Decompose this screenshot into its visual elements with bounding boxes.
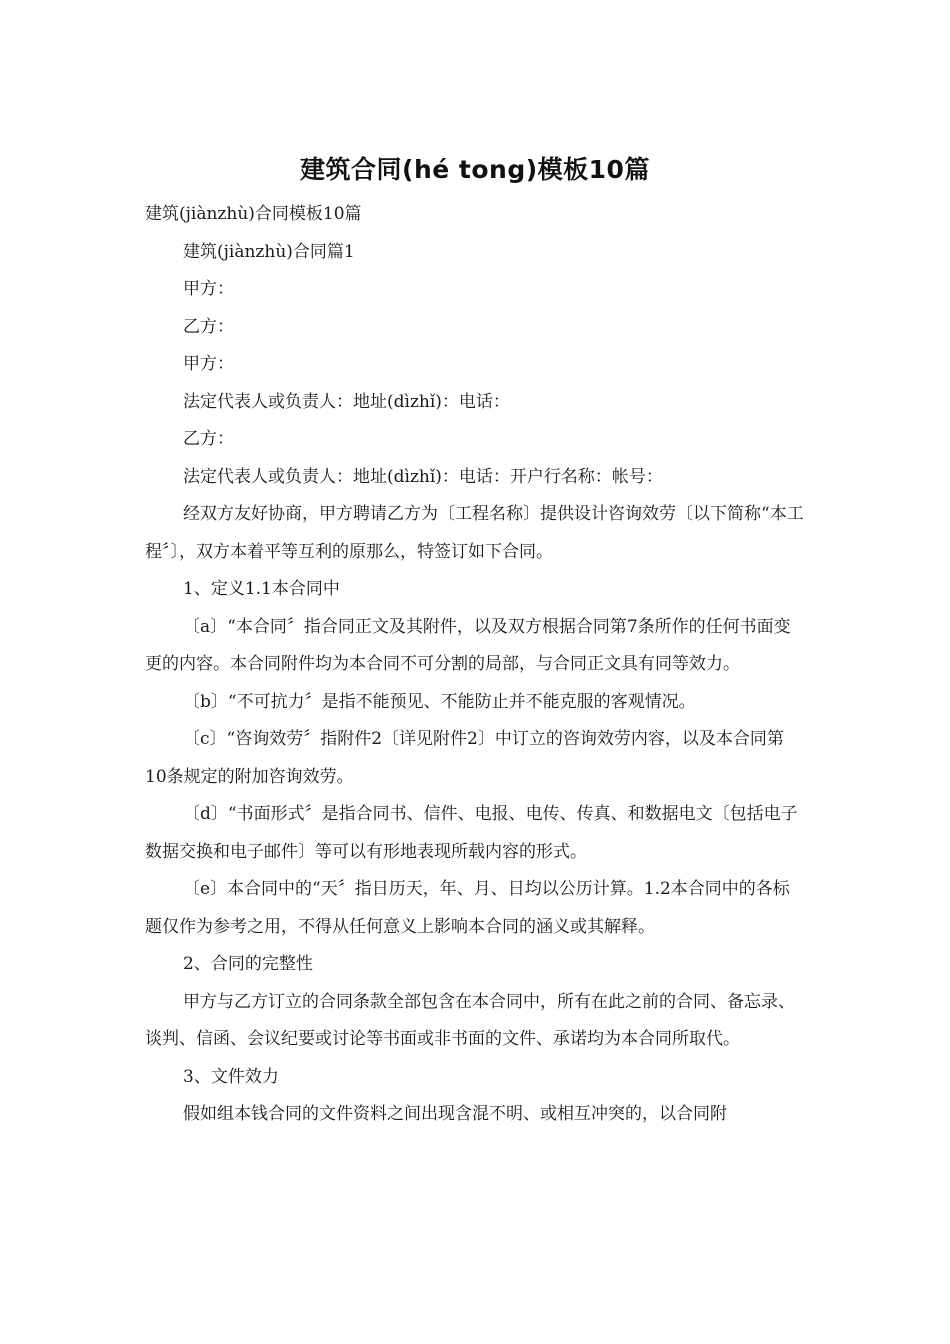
paragraph-clause-1e: 〔e〕本合同中的“天〞指日历天，年、月、日均以公历计算。1.2本合同中的各标题仅作为参考之用，不得从任何意义上影响本合同的涵义或其解释。 [145, 879, 790, 937]
paragraph-party-a-contact: 法定代表人或负责人：地址(dìzhǐ)：电话： [183, 391, 510, 412]
paragraph-clause-1c: 〔c〕“咨询效劳〞指附件2〔详见附件2〕中订立的咨询效劳内容，以及本合同第10条规定的附加咨询效劳。 [145, 729, 784, 787]
paragraph-section-heading: 建筑(jiànzhù)合同篇1 [183, 241, 355, 262]
document-title: 建筑合同(hé tong)模板10篇 [300, 155, 650, 184]
paragraph-clause-3-body: 假如组本钱合同的文件资料之间出现含混不明、或相互冲突的，以合同附 [183, 1104, 727, 1124]
paragraph-clause-1d: 〔d〕“书面形式〞是指合同书、信件、电报、电传、传真、和数据电文〔包括电子数据交换和电子邮件〕等可以有形地表现所载内容的形式。 [145, 804, 798, 862]
paragraph-clause-1b: 〔b〕“不可抗力〞是指不能预见、不能防止并不能克服的客观情况。 [183, 691, 696, 712]
paragraph-clause-1-heading: 1、定义1.1本合同中 [183, 579, 340, 599]
paragraph-party-a: 甲方： [183, 279, 234, 299]
paragraph-preamble: 经双方友好协商，甲方聘请乙方为〔工程名称〕提供设计咨询效劳〔以下简称“本工程〞〕，双方本着平等互利的原那么，特签订如下合同。 [145, 504, 804, 562]
paragraph-party-b-contact: 法定代表人或负责人：地址(dìzhǐ)：电话：开户行名称：帐号： [183, 466, 663, 487]
paragraph-clause-2-body: 甲方与乙方订立的合同条款全部包含在本合同中，所有在此之前的合同、备忘录、谈判、信函、会议纪要或讨论等书面或非书面的文件、承诺均为本合同所取代。 [145, 991, 795, 1049]
paragraph-party-b-detail: 乙方： [183, 429, 234, 449]
document-body [145, 196, 805, 1134]
paragraph-clause-3-heading: 3、文件效力 [183, 1066, 279, 1087]
paragraph-clause-2-heading: 2、合同的完整性 [183, 954, 313, 974]
paragraph-clause-1a: 〔a〕“本合同〞指合同正文及其附件，以及双方根据合同第7条所作的任何书面变更的内容。本合同附件均为本合同不可分割的局部，与合同正文具有同等效力。 [145, 616, 791, 674]
paragraph-subtitle: 建筑(jiànzhù)合同模板10篇 [145, 204, 362, 224]
paragraph-party-b: 乙方： [183, 316, 234, 337]
paragraph-party-a-detail: 甲方： [183, 354, 234, 374]
